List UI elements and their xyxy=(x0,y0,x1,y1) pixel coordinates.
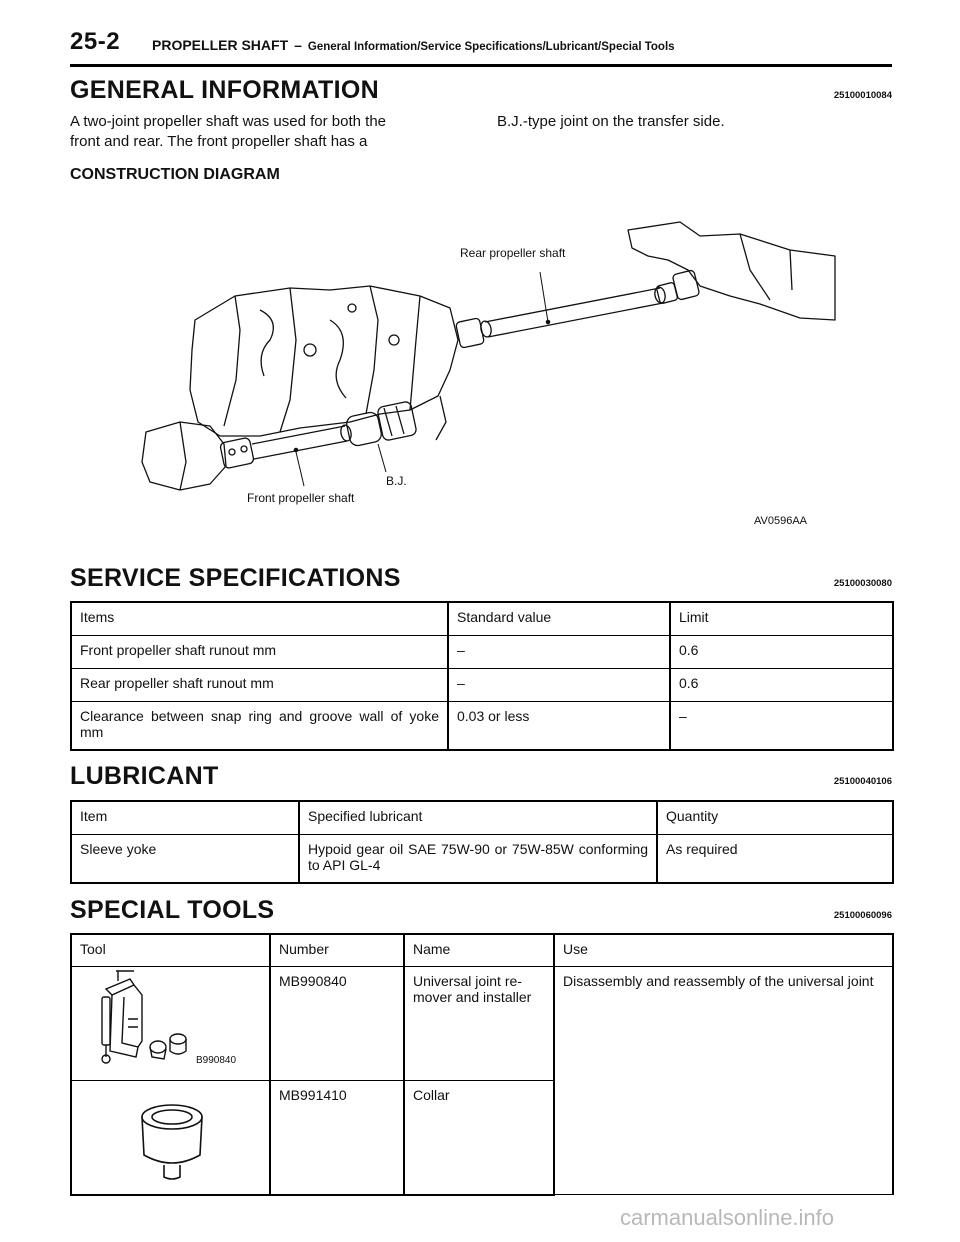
column-header: Name xyxy=(404,934,554,966)
table-row xyxy=(71,966,893,1080)
rear-propeller-shaft-tube xyxy=(485,288,663,337)
special-tools-table xyxy=(70,933,894,1196)
label-rear-propeller-shaft: Rear propeller shaft xyxy=(460,246,566,260)
column-header: Quantity xyxy=(657,801,893,834)
label-front-propeller-shaft: Front propeller shaft xyxy=(247,491,355,505)
section-code-special-tools: 25100060096 xyxy=(833,910,892,921)
general-info-text-right xyxy=(497,112,892,132)
rear-shaft-front-joint xyxy=(456,318,485,348)
column-header: Limit xyxy=(670,602,893,635)
leader-bj xyxy=(378,444,386,472)
section-heading-service-specifications: SERVICE SPECIFICATIONS xyxy=(70,564,401,592)
collar-illustration xyxy=(72,1081,268,1191)
table-cell: Collar xyxy=(404,1080,554,1195)
table-header-row xyxy=(71,801,893,834)
column-header: Standard value xyxy=(448,602,670,635)
table-cell: Sleeve yoke xyxy=(71,834,299,883)
column-header: Use xyxy=(554,934,893,966)
column-header: Item xyxy=(71,801,299,834)
page-number: 25-2 xyxy=(70,28,121,55)
table-cell: MB991410 xyxy=(270,1080,404,1195)
table-cell: – xyxy=(448,668,670,701)
header-separator: – xyxy=(294,37,302,53)
table-row xyxy=(71,834,893,883)
construction-diagram-heading: CONSTRUCTION DIAGRAM xyxy=(70,166,280,183)
figure-code: AV0596AA xyxy=(754,515,808,527)
table-cell: Universal joint re-mover and installer xyxy=(404,966,554,1080)
table-cell: Hypoid gear oil SAE 75W-90 or 75W-85W conforming to API GL-4 xyxy=(299,834,657,883)
table-row xyxy=(71,701,893,750)
tool-image-cell xyxy=(71,1080,270,1195)
header-subtitle: General Information/Service Specifications/Lubricant/Special Tools xyxy=(307,41,675,53)
table-cell: As required xyxy=(657,834,893,883)
universal-joint-remover-illustration xyxy=(72,967,268,1077)
header-title xyxy=(152,37,675,53)
front-propeller-shaft-tube xyxy=(252,426,347,459)
table-cell: – xyxy=(670,701,893,750)
table-cell: Rear propeller shaft runout mm xyxy=(71,668,448,701)
table-header-row xyxy=(71,934,893,966)
column-header: Specified lubricant xyxy=(299,801,657,834)
table-cell: Disassembly and reassembly of the universal joint xyxy=(554,966,893,1195)
table-row xyxy=(71,635,893,668)
bj-joint xyxy=(345,411,383,447)
table-cell: MB990840 xyxy=(270,966,404,1080)
page-header xyxy=(70,28,892,67)
leader-front-shaft xyxy=(296,452,304,486)
column-header: Tool xyxy=(71,934,270,966)
service-spec-table xyxy=(70,601,894,751)
watermark: carmanualsonline.info xyxy=(620,1205,835,1230)
table-cell: Front propeller shaft runout mm xyxy=(71,635,448,668)
table-cell: 0.03 or less xyxy=(448,701,670,750)
header-main-title: PROPELLER SHAFT xyxy=(152,37,289,53)
lubricant-table xyxy=(70,800,894,884)
transmission-case xyxy=(190,286,458,436)
section-code-lubricant: 25100040106 xyxy=(833,776,892,787)
general-info-line-2: front and rear. The front propeller shaft has a xyxy=(70,133,368,150)
section-heading-lubricant: LUBRICANT xyxy=(70,762,219,790)
column-header: Items xyxy=(71,602,448,635)
construction-diagram xyxy=(140,200,840,540)
table-cell: Clearance between snap ring and groove wall of yoke mm xyxy=(71,701,448,750)
tool-image-code: B990840 xyxy=(196,1054,237,1066)
rear-axle-housing xyxy=(628,222,835,320)
general-info-line-3: B.J.-type joint on the transfer side. xyxy=(497,113,725,130)
general-info-line-1: A two-joint propeller shaft was used for both the xyxy=(70,113,387,130)
table-header-row xyxy=(71,602,893,635)
table-row xyxy=(71,668,893,701)
section-heading-special-tools: SPECIAL TOOLS xyxy=(70,896,275,924)
table-cell: 0.6 xyxy=(670,635,893,668)
label-bj: B.J. xyxy=(386,474,407,488)
table-cell: 0.6 xyxy=(670,668,893,701)
column-header: Number xyxy=(270,934,404,966)
table-cell: – xyxy=(448,635,670,668)
section-code-service-specifications: 25100030080 xyxy=(833,578,892,589)
tool-image-cell xyxy=(71,966,270,1080)
section-code-general-information: 25100010084 xyxy=(833,90,892,101)
general-info-text-left xyxy=(70,112,462,152)
section-heading-general-information: GENERAL INFORMATION xyxy=(70,76,379,104)
leader-rear-shaft xyxy=(540,272,548,322)
